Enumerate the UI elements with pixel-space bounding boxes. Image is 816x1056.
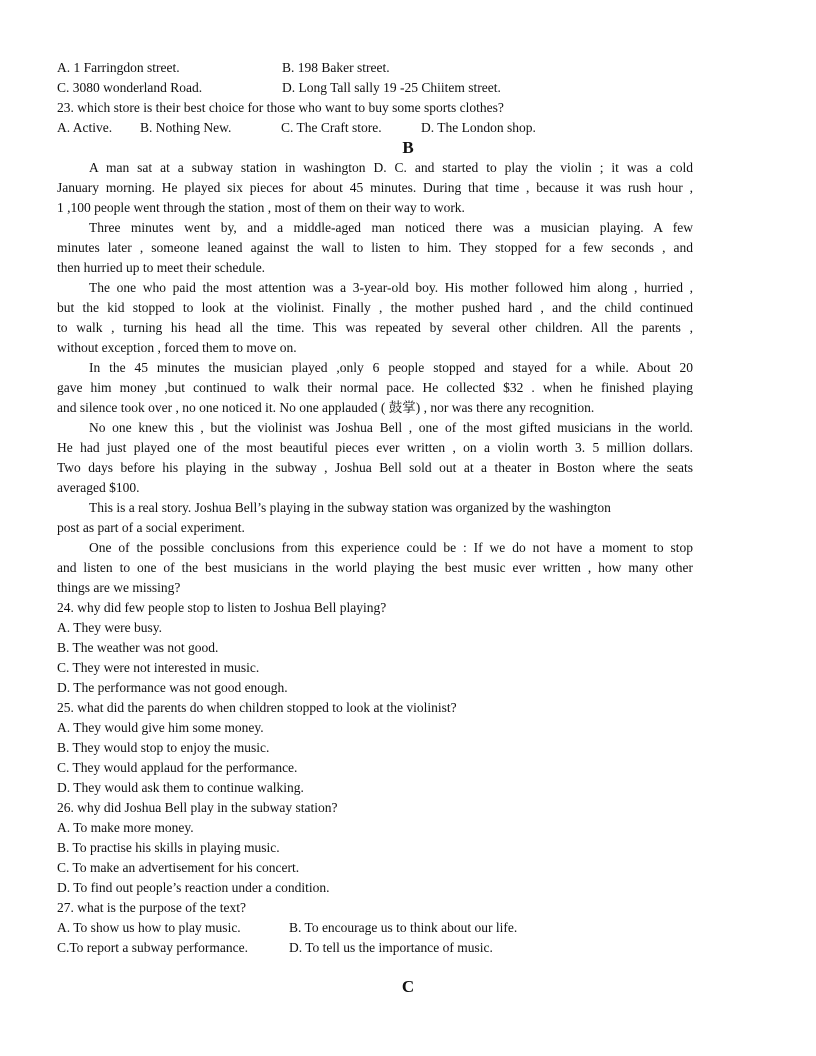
q22-option-a: A. 1 Farringdon street. [57,60,180,75]
q27-option-d: D. To tell us the importance of music. [289,940,493,955]
q27-question: 27. what is the purpose of the text? [57,900,246,915]
q23-question: 23. which store is their best choice for those who want to buy some sports clothes? [57,100,504,115]
passage-line: but the kid stopped to look at the violinist. Finally , the mother pushed hard , and the child continued [57,300,693,315]
q26-option-d: D. To find out people’s reaction under a condition. [57,880,330,895]
passage-line: then hurried up to meet their schedule. [57,260,266,275]
passage-line: things are we missing? [57,580,181,595]
q22-option-c: C. 3080 wonderland Road. [57,80,203,95]
q24-option-d: D. The performance was not good enough. [57,680,288,695]
q26-question: 26. why did Joshua Bell play in the subway station? [57,800,338,815]
q24-question: 24. why did few people stop to listen to Joshua Bell playing? [57,600,387,615]
q25-option-a: A. They would give him some money. [57,720,264,735]
q23-option-c: C. The Craft store. [281,120,382,135]
passage-line: He had just played one of the most beautiful pieces ever written , on a violin worth 3. 5 million dollars. [57,440,693,455]
q23-option-a: A. Active. [57,120,113,135]
q27-option-a: A. To show us how to play music. [57,920,241,935]
passage-line: gave him money ,but continued to walk their normal pace. He collected $32 . when he finished playing [57,380,693,395]
q25-question: 25. what did the parents do when children stopped to look at the violinist? [57,700,457,715]
passage-line: A man sat at a subway station in washington D. C. and started to play the violin ; it was a cold [89,160,693,175]
passage-line: minutes later , someone leaned against the wall to listen to him. They stopped for a few seconds , and [57,240,693,255]
q24-option-c: C. They were not interested in music. [57,660,260,675]
section-c-heading: C [401,977,415,996]
q26-option-a: A. To make more money. [57,820,194,835]
q24-option-a: A. They were busy. [57,620,162,635]
passage-line: and silence took over , no one noticed it. No one applauded ( 鼓掌) , nor was there any recognition. [57,400,595,415]
q25-option-d: D. They would ask them to continue walking. [57,780,304,795]
passage-line: The one who paid the most attention was a 3-year-old boy. His mother followed him along , hurried , [89,280,693,295]
q26-option-c: C. To make an advertisement for his concert. [57,860,300,875]
passage-line: 1 ,100 people went through the station , most of them on their way to work. [57,200,465,215]
passage-line: One of the possible conclusions from this experience could be : If we do not have a moment to stop [89,540,693,555]
passage-line: to walk , turning his head all the time. This was repeated by several other children. All the parents , [57,320,693,335]
q23-option-b: B. Nothing New. [140,120,232,135]
passage-line: In the 45 minutes the musician played ,only 6 people stopped and stayed for a while. About 20 [89,360,693,375]
q23-option-d: D. The London shop. [421,120,536,135]
passage-line: without exception , forced them to move on. [57,340,297,355]
q27-option-b: B. To encourage us to think about our life. [289,920,518,935]
passage-line: This is a real story. Joshua Bell’s playing in the subway station was organized by the washington [89,500,611,515]
passage-line: and listen to one of the best musicians in the world playing the best music ever written , how many other [57,560,693,575]
q27-option-c: C.To report a subway performance. [57,940,248,955]
q25-option-b: B. They would stop to enjoy the music. [57,740,270,755]
passage-line: post as part of a social experiment. [57,520,245,535]
q24-option-b: B. The weather was not good. [57,640,219,655]
q26-option-b: B. To practise his skills in playing music. [57,840,280,855]
passage-line: January morning. He played six pieces for about 45 minutes. During that time , because it was rush hour , [57,180,693,195]
passage-line: No one knew this , but the violinist was Joshua Bell , one of the most gifted musicians in the world. [89,420,693,435]
passage-line: Three minutes went by, and a middle-aged man noticed there was a musician playing. A few [89,220,693,235]
passage-line: Two days before his playing in the subway , Joshua Bell sold out at a theater in Boston where the seats [57,460,693,475]
q22-option-d: D. Long Tall sally 19 -25 Chiitem street. [282,80,501,95]
q25-option-c: C. They would applaud for the performance. [57,760,298,775]
section-b-heading: B [402,138,414,157]
passage-line: averaged $100. [57,480,140,495]
q22-option-b: B. 198 Baker street. [282,60,390,75]
